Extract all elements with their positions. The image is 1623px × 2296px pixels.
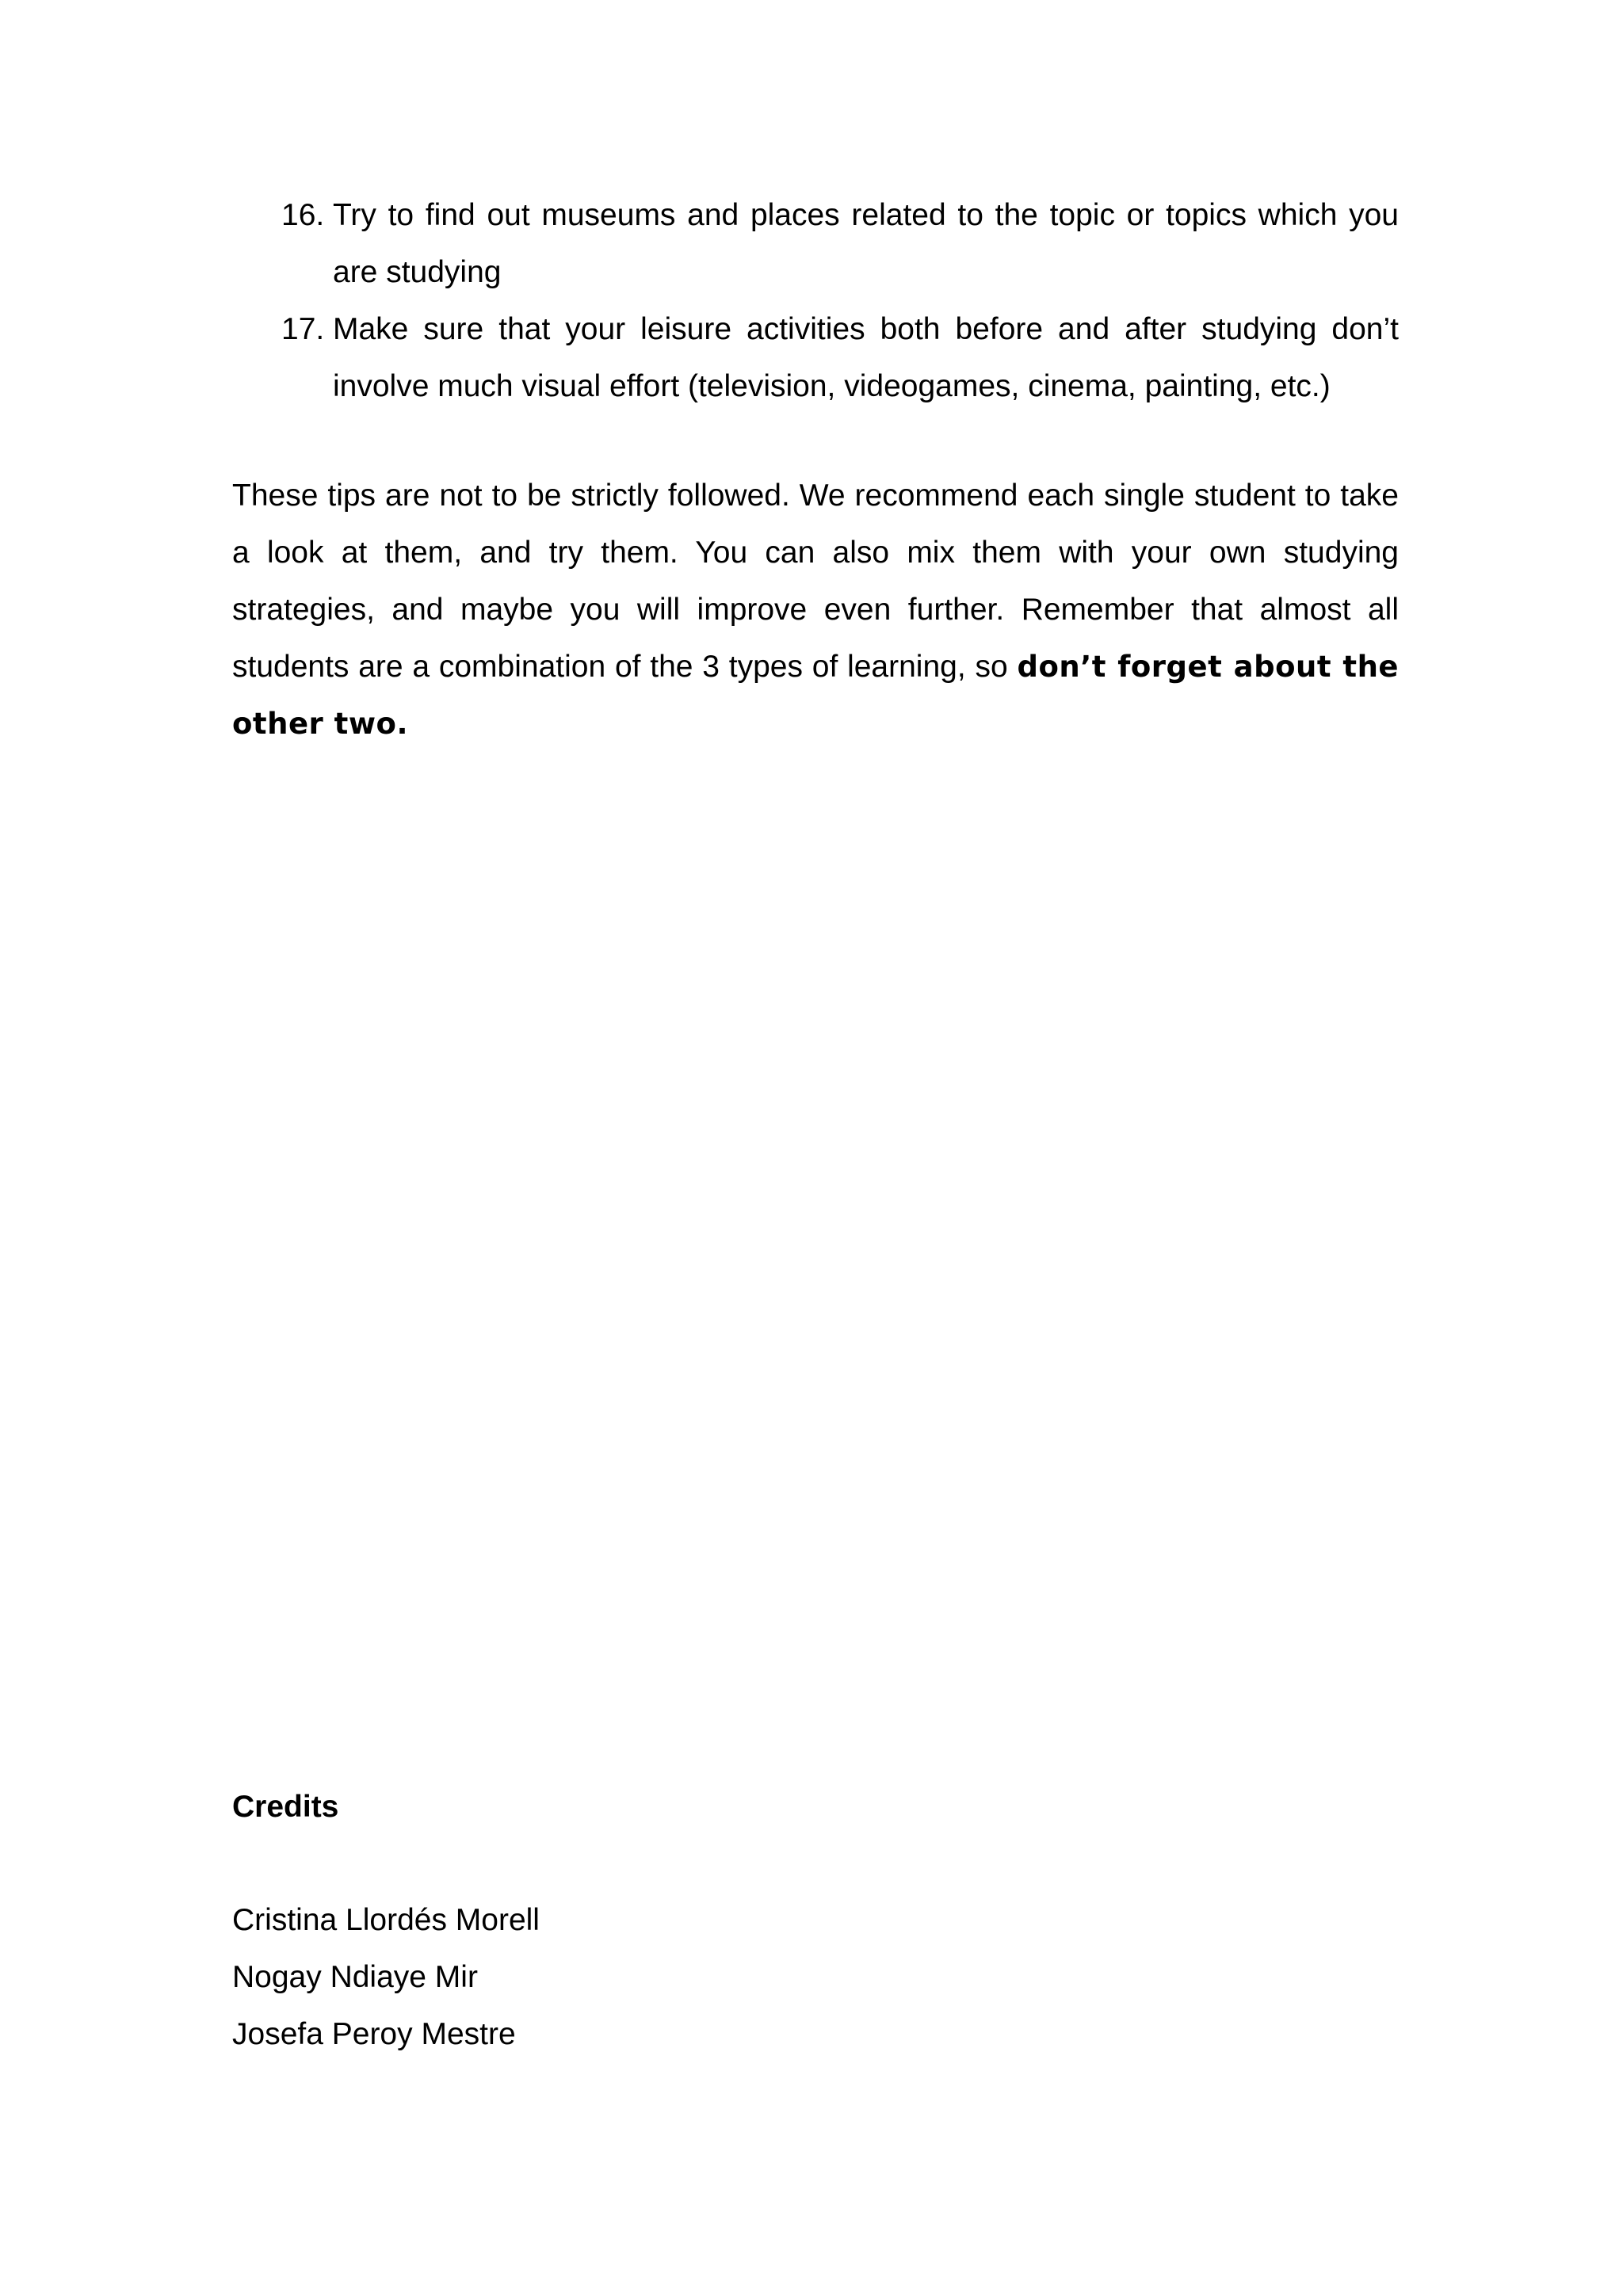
list-item xyxy=(281,187,1399,301)
list-item-text: Try to find out museums and places related to the topic or topics which you are studying xyxy=(333,198,1399,289)
list-item-number: 17. xyxy=(281,312,325,346)
list-item-text: Make sure that your leisure activities both before and after studying don’t involve much visual effort (television, videogames, cinema, painting, etc.) xyxy=(333,312,1399,403)
closing-paragraph-emphasis: don’t forget about the other two. xyxy=(232,650,1400,741)
closing-paragraph-text: These tips are not to be strictly followed. We recommend each single student to take a look at them, and try them. You can also mix them with your own studying strategies, and maybe you will improve even further. Remember that almost all students are a combination of the 3 types of learning, so xyxy=(232,479,1399,684)
credits-heading: Credits xyxy=(232,1790,339,1824)
credit-name: Josefa Peroy Mestre xyxy=(232,2017,516,2051)
list-item-number: 16. xyxy=(281,198,325,232)
credit-name: Nogay Ndiaye Mir xyxy=(232,1960,478,1994)
list-item xyxy=(281,301,1399,415)
closing-paragraph xyxy=(232,467,1399,753)
credit-name: Cristina Llordés Morell xyxy=(232,1903,540,1937)
tips-list xyxy=(281,187,1399,415)
credits-list xyxy=(232,1892,540,2063)
